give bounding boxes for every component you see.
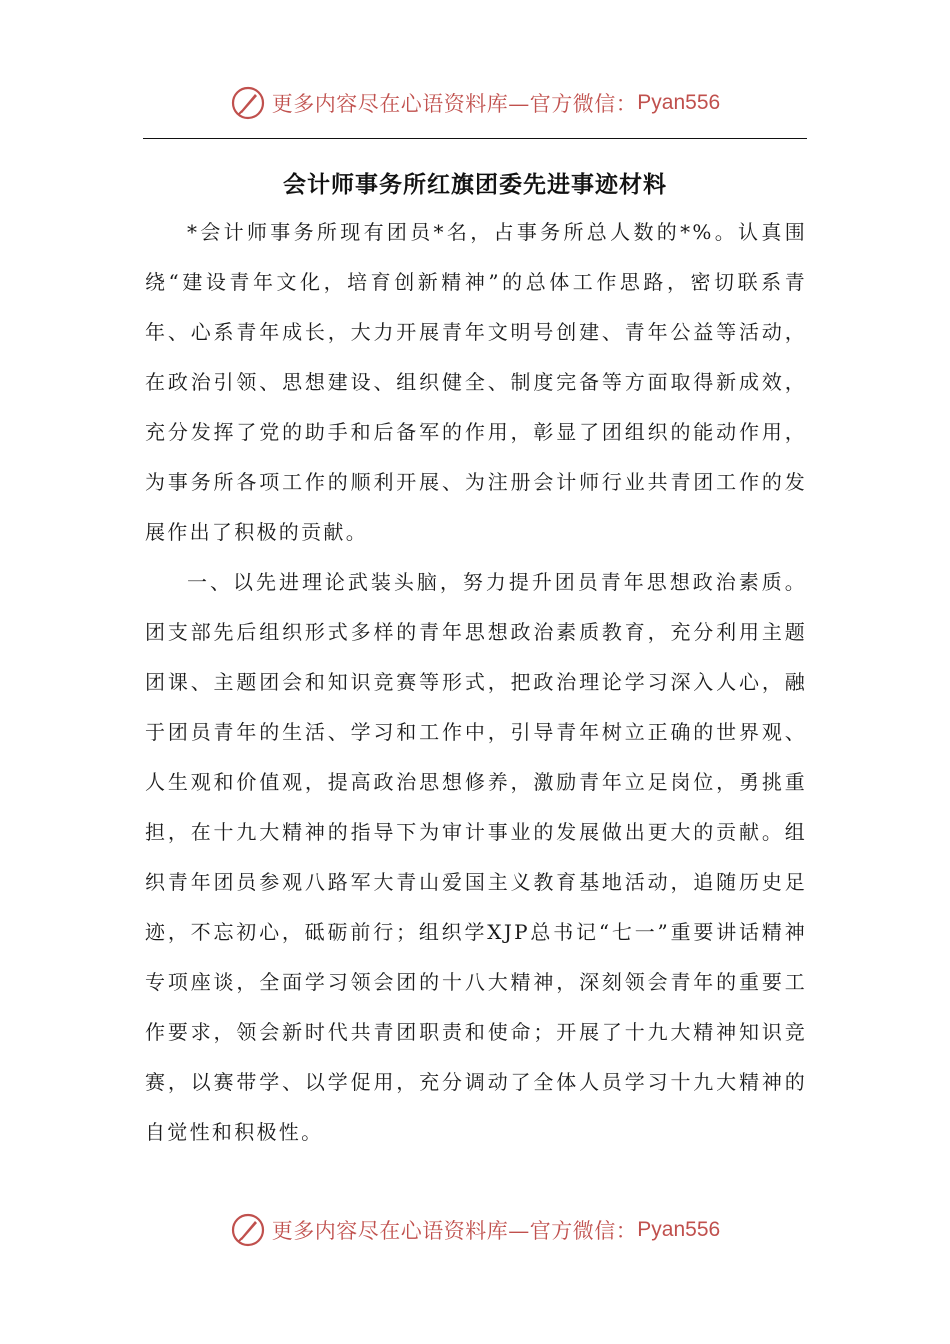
quill-seal-icon [230,1212,266,1248]
header-watermark [0,81,950,125]
quill-seal-icon [230,85,266,121]
paragraph-intro: *会计师事务所现有团员*名，占事务所总人数的*%。认真围绕“建设青年文化，培育创新精神”的总体工作思路，密切联系青年、心系青年成长，大力开展青年文明号创建、青年公益等活动，在政治引领、思想建设、组织健全、制度完备等方面取得新成效，充分发挥了党的助手和后备军的作用，彰显了团组织的能动作用，为事务所各项工作的顺利开展、为注册会计师行业共青团工作的发展作出了积极的贡献。 [145,220,807,544]
footer-watermark [0,1208,950,1252]
document-body [145,207,807,1157]
watermark-label: 更多内容尽在心语资料库—官方微信： [271,1219,638,1243]
watermark-label: 更多内容尽在心语资料库—官方微信： [271,92,638,116]
header-divider [143,138,807,139]
paragraph-section-one: 一、以先进理论武装头脑，努力提升团员青年思想政治素质。团支部先后组织形式多样的青年思想政治素质教育，充分利用主题团课、主题团会和知识竞赛等形式，把政治理论学习深入人心，融于团员青年的生活、学习和工作中，引导青年树立正确的世界观、人生观和价值观，提高政治思想修养，激励青年立足岗位，勇挑重担，在十九大精神的指导下为审计事业的发展做出更大的贡献。组织青年团员参观八路军大青山爱国主义教育基地活动，追随历史足迹，不忘初心，砥砺前行；组织学XJP总书记“七一”重要讲话精神专项座谈，全面学习领会团的十八大精神，深刻领会青年的重要工作要求，领会新时代共青团职责和使命；开展了十九大精神知识竞赛，以赛带学、以学促用，充分调动了全体人员学习十九大精神的自觉性和积极性。 [145,570,807,1144]
document-title: 会计师事务所红旗团委先进事迹材料 [283,172,667,198]
watermark-handle: Pyan556 [637,1218,721,1241]
watermark-handle: Pyan556 [637,91,721,114]
